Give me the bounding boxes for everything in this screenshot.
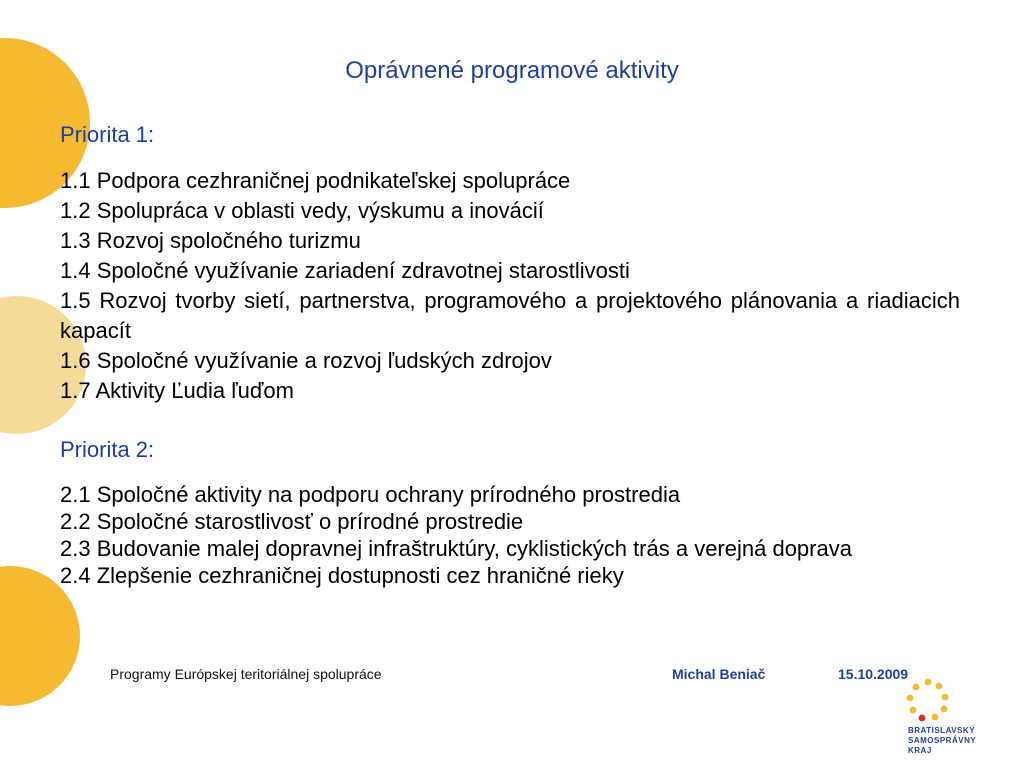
- list-item: 2.1 Spoločné aktivity na podporu ochrany prírodného prostredia: [60, 482, 681, 508]
- logo-text: BRATISLAVSKÝ SAMOSPRÁVNY KRAJ: [908, 726, 977, 755]
- list-item: 2.3 Budovanie malej dopravnej infraštruktúry, cyklistických trás a verejná doprava: [60, 536, 852, 562]
- logo: [898, 678, 1002, 762]
- list-item: 1.1 Podpora cezhraničnej podnikateľskej spolupráce: [60, 168, 571, 194]
- priority-1-heading: Priorita 1:: [60, 122, 155, 147]
- priority-1-section: [60, 122, 960, 406]
- list-item: 2.4 Zlepšenie cezhraničnej dostupnosti cez hraničné rieky: [60, 563, 624, 589]
- list-item: 1.2 Spolupráca v oblasti vedy, výskumu a inovácií: [60, 198, 544, 224]
- list-item: 1.6 Spoločné využívanie a rozvoj ľudských zdrojov: [60, 348, 552, 374]
- footer-author: Michal Beniač: [672, 666, 766, 682]
- list-item: 1.4 Spoločné využívanie zariadení zdravotnej starostlivosti: [60, 258, 630, 284]
- list-item: 2.2 Spoločné starostlivosť o prírodné prostredie: [60, 509, 524, 535]
- logo-dots-icon: [906, 678, 950, 722]
- footer-date: 15.10.2009: [838, 666, 909, 682]
- priority-2-section: [60, 437, 960, 589]
- priority-2-heading: Priorita 2:: [60, 437, 155, 462]
- slide-title: Oprávnené programové aktivity: [345, 57, 679, 84]
- footer-program: Programy Európskej teritoriálnej spolupráce: [110, 666, 382, 682]
- list-item: 1.3 Rozvoj spoločného turizmu: [60, 228, 361, 254]
- list-item: 1.5 Rozvoj tvorby sietí, partnerstva, programového a projektového plánovania a riadiacich kapacít: [60, 288, 960, 344]
- list-item: 1.7 Aktivity Ľudia ľuďom: [60, 378, 294, 404]
